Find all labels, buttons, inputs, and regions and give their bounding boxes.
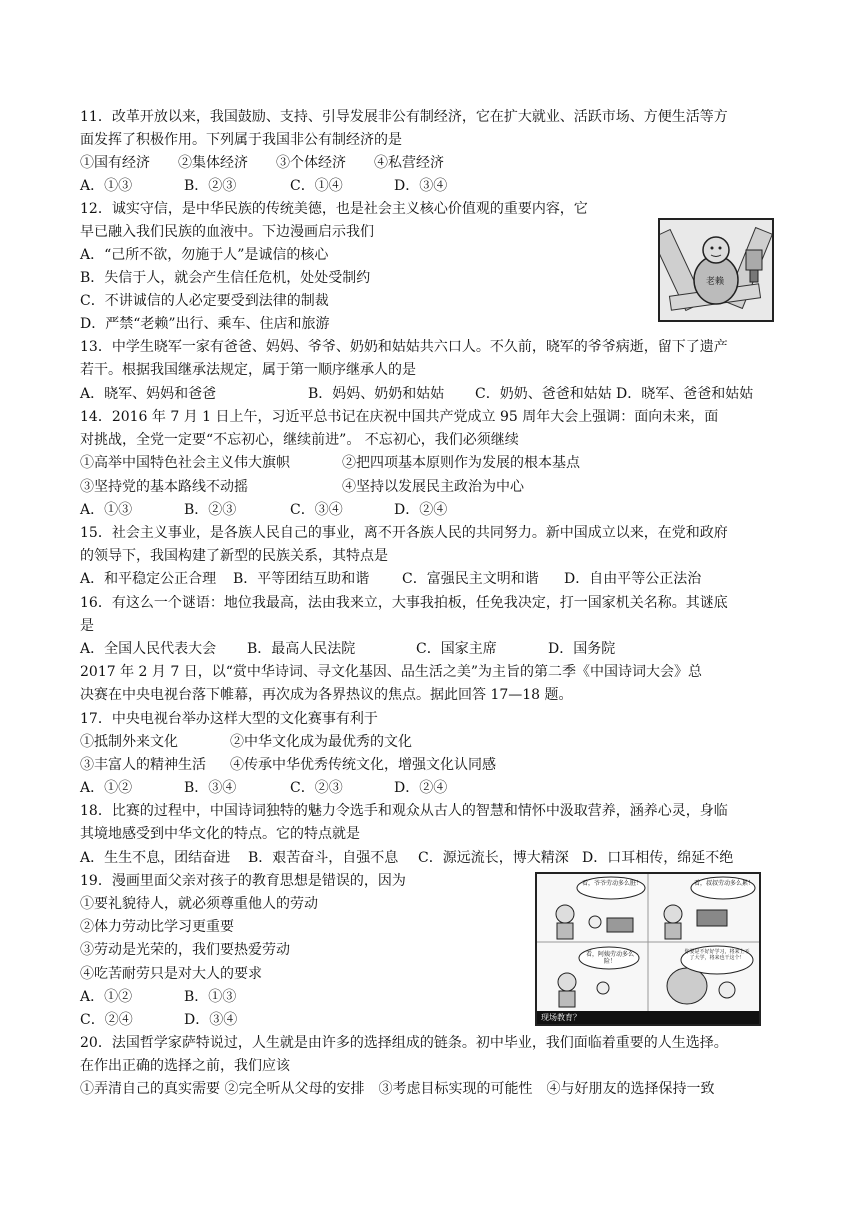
q15-option-a: A．和平稳定公正合理 [80, 571, 217, 587]
q14-option-c: C．③④ [290, 502, 343, 518]
credit-cartoon-image [658, 218, 774, 322]
q11-options [80, 177, 447, 195]
q17-items-row1 [80, 733, 412, 751]
q12-option-d: D．严禁“老赖”出行、乘车、住店和旅游 [80, 316, 330, 332]
q13-option-b: B．妈妈、奶奶和姑姑 [308, 386, 445, 402]
q19-item-3: ③劳动是光荣的，我们要热爱劳动 [80, 942, 290, 958]
laolai-label: 老赖 [706, 277, 725, 287]
q11-option-c: C．①④ [290, 178, 343, 194]
q12-option-b: B．失信于人，就会产生信任危机，处处受制约 [80, 270, 371, 286]
q13-option-a: A．晓军、妈妈和爸爸 [80, 386, 217, 402]
q18-option-d: D．口耳相传，绵延不绝 [582, 850, 734, 866]
q12-option-a: A．“己所不欲，勿施于人”是诚信的核心 [80, 247, 329, 263]
q17-options [80, 779, 447, 797]
q20-stem-line2: 在作出正确的选择之前，我们应该 [80, 1058, 290, 1074]
q19-item-1: ①要礼貌待人，就必须尊重他人的劳动 [80, 896, 318, 912]
q16-option-a: A．全国人民代表大会 [80, 641, 217, 657]
q11-option-b: B．②③ [184, 178, 237, 194]
q14-options [80, 501, 447, 519]
speech-bubble-4: 你要是不好好学习，将来上不了大学，将来也干这个！ [684, 949, 750, 961]
q12-option-c: C．不讲诚信的人必定要受到法律的制裁 [80, 293, 329, 309]
q17-option-d: D．②④ [394, 780, 448, 796]
q13-stem-line2: 若干。根据我国继承法规定，属于第一顺序继承人的是 [80, 362, 416, 378]
q13-option-d: D．晓军、爸爸和姑姑 [616, 386, 754, 402]
q15-option-c: C．富强民主文明和谐 [402, 571, 539, 587]
q16-stem-line2: 是 [80, 618, 94, 634]
q14-item-2: ②把四项基本原则作为发展的根本基点 [342, 455, 580, 471]
q11-stem-line1: 11．改革开放以来，我国鼓励、支持、引导发展非公有制经济，它在扩大就业、活跃市场、方便生活等方 [80, 109, 728, 125]
q17-items-row2 [80, 756, 496, 774]
q20-items: ①弄清自己的真实需要 ②完全听从父母的安排 ③考虑目标实现的可能性 ④与好朋友的选择保持一致 [80, 1081, 715, 1097]
q14-stem-line2: 对挑战，全党一定要“不忘初心，继续前进”。 不忘初心，我们必须继续 [80, 432, 519, 448]
q17-option-b: B．③④ [184, 780, 237, 796]
q14-option-d: D．②④ [394, 502, 448, 518]
laolai-figure-icon [660, 220, 772, 320]
intro-line2: 决赛在中央电视台落下帷幕，再次成为各界热议的焦点。据此回答 17—18 题。 [80, 687, 573, 703]
q11-stem-line2: 面发挥了积极作用。下列属于我国非公有制经济的是 [80, 132, 402, 148]
q18-options [80, 849, 733, 867]
q18-option-a: A．生生不息，团结奋进 [80, 850, 231, 866]
q17-option-a: A．①② [80, 780, 133, 796]
q15-option-d: D．自由平等公正法治 [564, 571, 702, 587]
q14-option-b: B．②③ [184, 502, 237, 518]
q12-stem-line2: 早已融入我们民族的血液中。下边漫画启示我们 [80, 224, 374, 240]
q16-option-b: B．最高人民法院 [247, 641, 356, 657]
q15-stem-line1: 15．社会主义事业，是各族人民自己的事业，离不开各族人民的共同努力。新中国成立以来，在党和政府 [80, 525, 728, 541]
q15-options [80, 570, 701, 588]
q17-item-1: ①抵制外来文化 [80, 734, 178, 750]
q11-option-a: A．①③ [80, 178, 133, 194]
intro-line1: 2017 年 2 月 7 日，以“赏中华诗词、寻文化基因、品生活之美”为主旨的第二季《中国诗词大会》总 [80, 664, 703, 680]
q14-stem-line1: 14．2016 年 7 月 1 日上午，习近平总书记在庆祝中国共产党成立 95 周年大会上强调：面向未来，面 [80, 409, 719, 425]
speech-bubble-3: 看，阿姨劳动多么险！ [585, 951, 634, 965]
labor-education-cartoon-image [535, 872, 761, 1026]
q16-option-d: D．国务院 [548, 641, 616, 657]
q14-item-4: ④坚持以发展民主政治为中心 [342, 479, 524, 495]
q17-option-c: C．②③ [290, 780, 343, 796]
q16-stem-line1: 16．有这么一个谜语：地位我最高，法由我来立，大事我拍板，任免我决定，打一国家机关名称。其谜底 [80, 595, 728, 611]
labor-scenes-icon [537, 874, 759, 1011]
q19-item-2: ②体力劳动比学习更重要 [80, 919, 234, 935]
q18-stem-line2: 其境地感受到中华文化的特点。它的特点就是 [80, 826, 360, 842]
q19-options-row2 [80, 1011, 237, 1029]
q14-items-row1 [80, 454, 580, 472]
q18-option-c: C．源远流长，博大精深 [418, 850, 569, 866]
q17-stem: 17．中央电视台举办这样大型的文化赛事有利于 [80, 711, 378, 727]
q19-item-4: ④吃苦耐劳只是对大人的要求 [80, 966, 262, 982]
q14-item-1: ①高举中国特色社会主义伟大旗帜 [80, 455, 290, 471]
q17-item-3: ③丰富人的精神生活 [80, 757, 206, 773]
q19-option-d: D．③④ [184, 1012, 238, 1028]
cartoon-caption: 现场教育？ [537, 1011, 759, 1024]
q14-item-3: ③坚持党的基本路线不动摇 [80, 479, 248, 495]
q19-option-b: B．①③ [184, 989, 237, 1005]
q18-option-b: B．艰苦奋斗，自强不息 [248, 850, 399, 866]
q18-stem-line1: 18．比赛的过程中，中国诗词独特的魅力令选手和观众从古人的智慧和情怀中汲取营养，涵养心灵，身临 [80, 803, 728, 819]
q13-options [80, 385, 753, 403]
q17-item-4: ④传承中华优秀传统文化，增强文化认同感 [230, 757, 496, 773]
q14-items-row2 [80, 478, 524, 496]
q15-stem-line2: 的领导下，我国构建了新型的民族关系，其特点是 [80, 548, 388, 564]
speech-bubble-1: 看，爷爷劳动多么脏！ [581, 880, 642, 887]
q20-stem-line1: 20．法国哲学家萨特说过，人生就是由许多的选择组成的链条。初中毕业，我们面临着重要的人生选择。 [80, 1035, 728, 1051]
q19-stem: 19．漫画里面父亲对孩子的教育思想是错误的，因为 [80, 873, 406, 889]
q11-items: ①国有经济 ②集体经济 ③个体经济 ④私营经济 [80, 155, 444, 171]
q15-option-b: B．平等团结互助和谐 [233, 571, 370, 587]
q19-option-a: A．①② [80, 989, 133, 1005]
q16-options [80, 640, 615, 658]
q17-item-2: ②中华文化成为最优秀的文化 [230, 734, 412, 750]
q12-stem-line1: 12．诚实守信，是中华民族的传统美德，也是社会主义核心价值观的重要内容，它 [80, 201, 588, 217]
q11-option-d: D．③④ [394, 178, 448, 194]
q16-option-c: C．国家主席 [416, 641, 497, 657]
q13-stem-line1: 13．中学生晓军一家有爸爸、妈妈、爷爷、奶奶和姑姑共六口人。不久前，晓军的爷爷病逝，留下了遗产 [80, 339, 728, 355]
q13-option-c: C．奶奶、爸爸和姑姑 [475, 386, 612, 402]
q14-option-a: A．①③ [80, 502, 133, 518]
q19-options-row1 [80, 988, 236, 1006]
speech-bubble-2: 看，叔叔劳动多么累！ [694, 880, 755, 887]
q19-option-c: C．②④ [80, 1012, 133, 1028]
